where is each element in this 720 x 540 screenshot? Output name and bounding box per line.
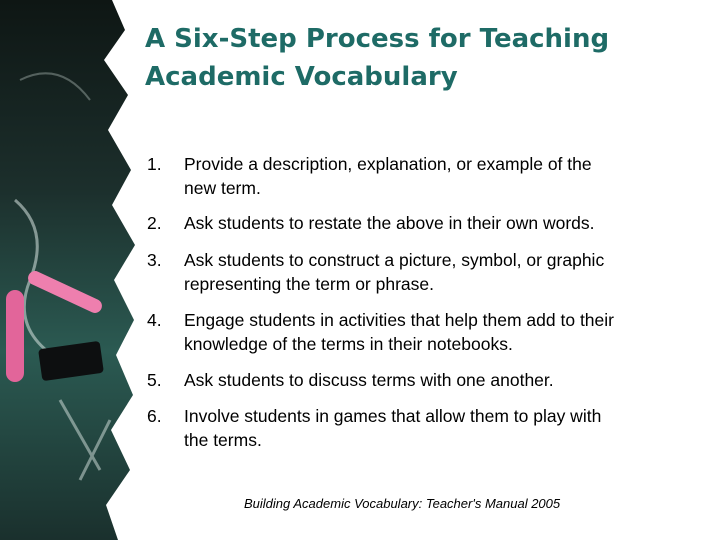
step-item-6	[147, 404, 687, 452]
chalkboard-surface	[0, 0, 135, 540]
step-number: 6.	[147, 406, 162, 426]
step-number: 1.	[147, 154, 162, 174]
step-number: 3.	[147, 250, 162, 270]
step-item-1	[147, 152, 687, 200]
slide-title	[145, 20, 705, 96]
step-item-4	[147, 308, 687, 356]
step-number: 5.	[147, 370, 162, 390]
step-text: Involve students in games that allow them to play with the terms.	[184, 406, 602, 450]
slide-title-line-2: Academic Vocabulary	[145, 62, 458, 92]
step-text: Ask students to construct a picture, symbol, or graphic representing the term or phrase.	[184, 250, 605, 294]
step-text: Ask students to discuss terms with one another.	[184, 370, 554, 390]
chalk-stick	[6, 290, 24, 382]
step-item-5	[147, 368, 687, 392]
step-number: 4.	[147, 310, 162, 330]
slide-title-line-1: A Six-Step Process for Teaching	[145, 24, 610, 54]
chalkboard-image	[0, 0, 140, 540]
step-text: Ask students to restate the above in their own words.	[184, 213, 595, 233]
step-text: Provide a description, explanation, or example of the new term.	[184, 154, 592, 198]
step-text: Engage students in activities that help them add to their knowledge of the terms in their notebooks.	[184, 310, 614, 354]
step-item-3	[147, 248, 687, 296]
step-number: 2.	[147, 213, 162, 233]
source-citation: Building Academic Vocabulary: Teacher's Manual 2005	[244, 496, 561, 511]
step-item-2	[147, 211, 687, 235]
